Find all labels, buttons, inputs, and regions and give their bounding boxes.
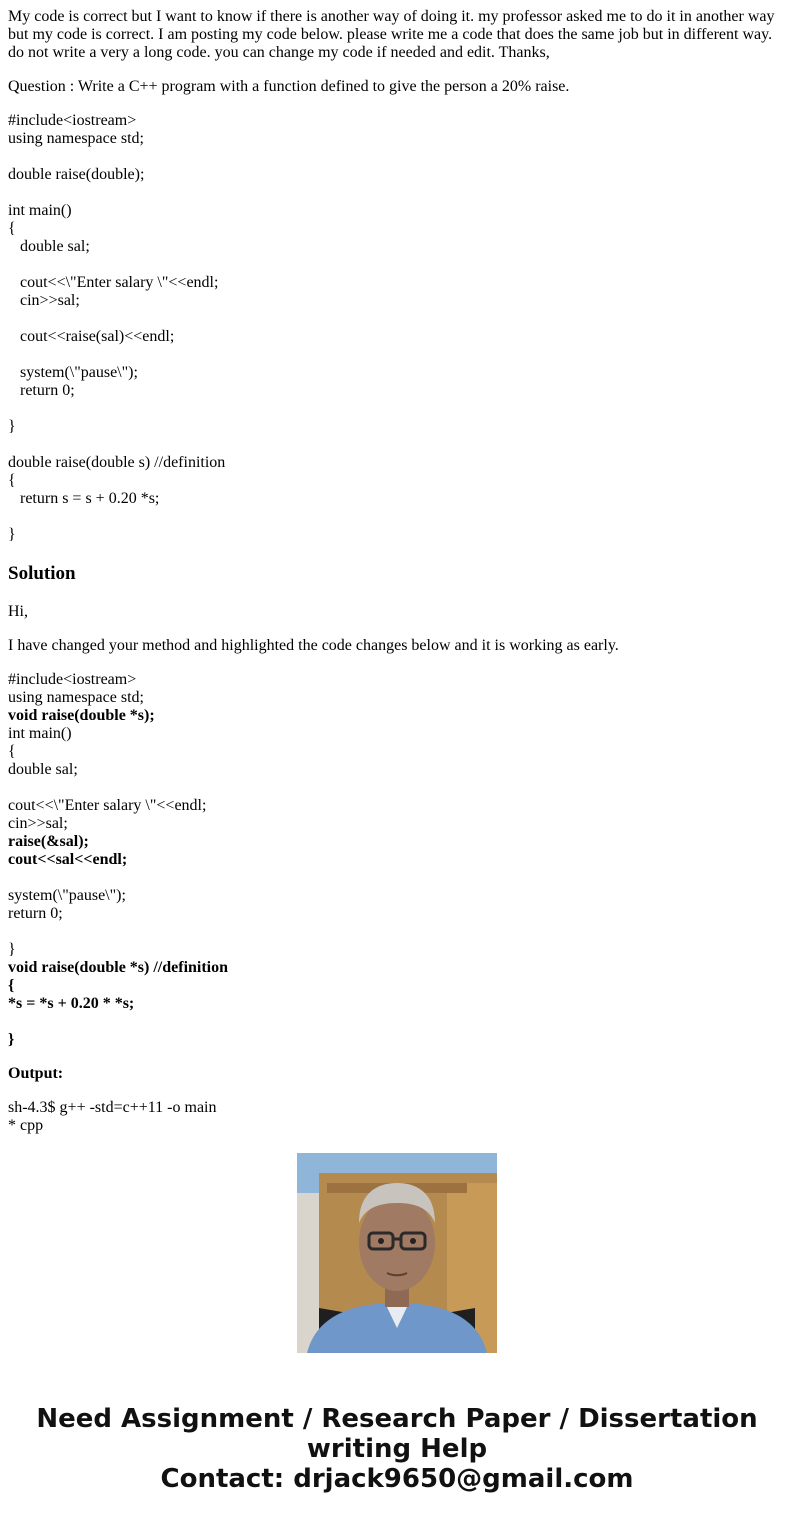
code-line-highlighted: raise(&sal); [8,833,89,850]
code-line-highlighted: cout<<sal<<endl; [8,851,128,868]
code-line: cout<<raise(sal)<<endl; [20,328,175,345]
solution-code-block [8,671,786,1049]
code-line: system(\"pause\"); [20,364,138,381]
author-avatar [297,1153,497,1353]
code-line: cout<<\"Enter salary \"<<endl; [8,797,207,814]
code-line: return 0; [8,905,63,922]
code-line: } [8,941,16,958]
code-line [8,184,786,202]
banner-line: Need Assignment / Research Paper / Dissertation [36,1404,758,1434]
code-line [8,436,786,454]
code-line-highlighted: void raise(double *s) //definition [8,959,229,976]
code-line [8,508,786,526]
code-line: #include<iostream> [8,671,137,688]
code-line: } [8,526,16,543]
code-line: { [8,472,16,489]
code-line [8,148,786,166]
code-line [8,923,786,941]
code-line: cin>>sal; [8,815,68,832]
code-line [8,779,786,797]
code-line [8,256,786,274]
code-line: { [8,220,16,237]
code-line: int main() [8,725,72,742]
code-line-highlighted: { [8,977,15,994]
code-line [8,310,786,328]
code-line-highlighted: void raise(double *s); [8,707,155,724]
code-line: int main() [8,202,72,219]
output-label: Output: [8,1065,64,1082]
help-banner [0,1404,794,1494]
solution-explanation: I have changed your method and highlighted the code changes below and it is working as early. [8,637,619,654]
document-body [8,8,786,1134]
code-line: { [8,743,16,760]
code-line: } [8,418,16,435]
code-line-highlighted: } [8,1031,15,1048]
question-prompt: Question : Write a C++ program with a function defined to give the person a 20% raise. [8,78,570,95]
code-line: cout<<\"Enter salary \"<<endl; [20,274,219,291]
banner-line: writing Help [306,1434,488,1464]
author-portrait-icon [297,1153,497,1353]
code-line: cin>>sal; [20,292,80,309]
code-line: double sal; [20,238,90,255]
output-line: * cpp [8,1117,44,1134]
code-line: system(\"pause\"); [8,887,126,904]
question-intro: My code is correct but I want to know if there is another way of doing it. my professor asked me to do it in another way but my code is correct. I am posting my code below. please write me a code that does the same job but in different way. do not write a very a long code. you can change my code if needed and edit. Thanks, [8,8,775,61]
code-line: return s = s + 0.20 *s; [20,490,160,507]
banner-contact: Contact: drjack9650@gmail.com [160,1464,634,1494]
code-line: using namespace std; [8,689,144,706]
solution-greeting: Hi, [8,603,28,620]
code-line [8,869,786,887]
code-line: using namespace std; [8,130,144,147]
output-block [8,1099,786,1135]
code-line: return 0; [20,382,75,399]
code-line [8,346,786,364]
code-line: #include<iostream> [8,112,137,129]
code-line: double raise(double); [8,166,145,183]
code-line-highlighted: *s = *s + 0.20 * *s; [8,995,135,1012]
code-line [8,400,786,418]
code-line: double sal; [8,761,78,778]
code-line-highlighted [8,1013,786,1031]
original-code-block [8,112,786,544]
solution-heading: Solution [8,563,76,584]
code-line: double raise(double s) //definition [8,454,226,471]
output-line: sh-4.3$ g++ -std=c++11 -o main [8,1099,217,1116]
